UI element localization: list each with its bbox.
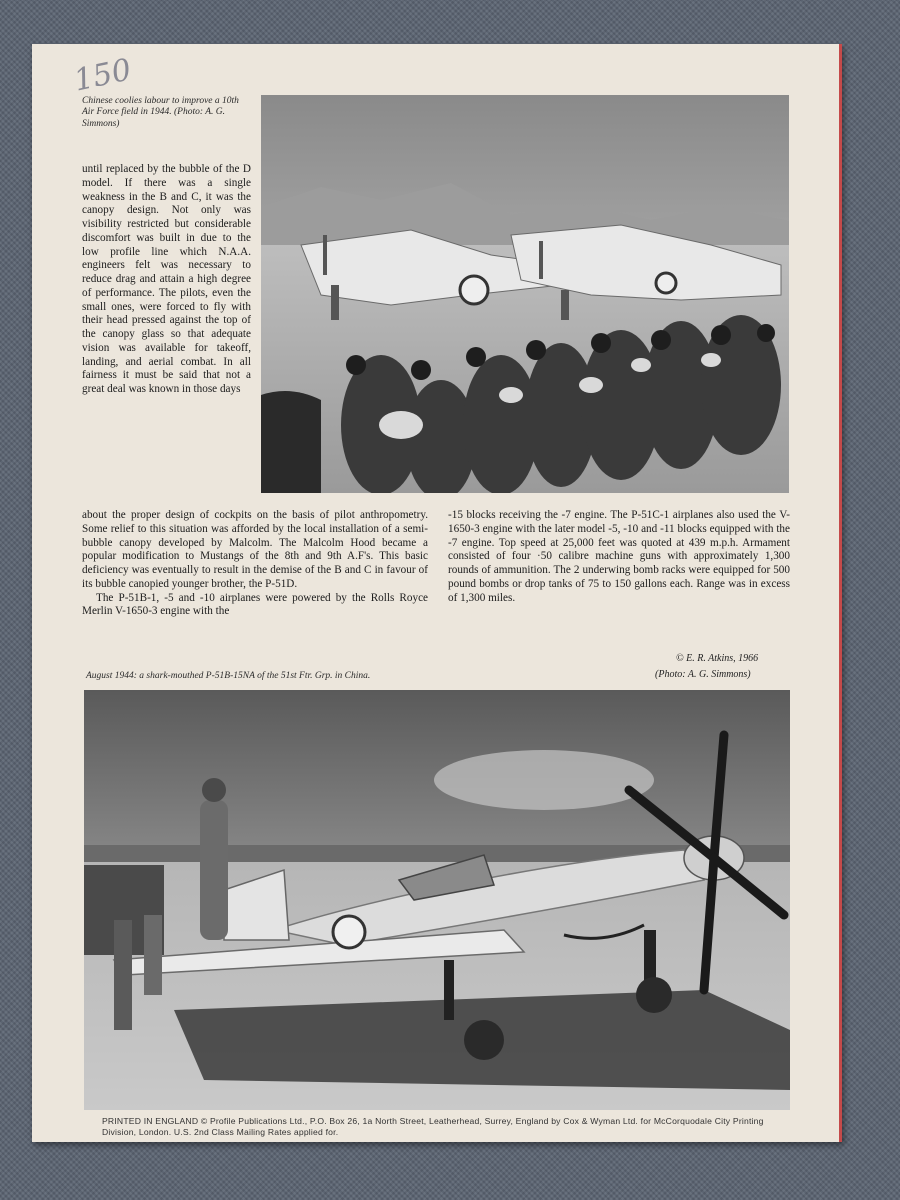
- bottom-photo: [84, 690, 790, 1110]
- photo-credit: (Photo: A. G. Simmons): [655, 669, 751, 680]
- printer-imprint-footer: PRINTED IN ENGLAND © Profile Publications Ltd., P.O. Box 26, 1a North Street, Leatherhead, Surrey, England by Cox & Wyman Ltd. for McCorquodale City Printing Division, London. U.S. 2nd Class Mailing Rates applied for.: [102, 1116, 764, 1137]
- top-photo: [261, 95, 789, 493]
- article-paragraph: about the proper design of cockpits on the basis of pilot anthropometry. Some relief to this situation was afforded by the local installation of a semi-bubble canopy developed by Malcolm. The Malcolm Hood became a popular modification to Mustangs of the 8th and 9th A.F's. This basic deficiency was eventually to result in the demise of the B and C in favour of its bubble canopied younger brother, the P-51D.: [82, 509, 428, 590]
- article-paragraph: The P-51B-1, -5 and -10 airplanes were powered by the Rolls Royce Merlin V-1650-3 engine with the: [82, 591, 428, 618]
- p51-mustang-image: [84, 690, 790, 1110]
- author-credit: © E. R. Atkins, 1966: [676, 653, 759, 664]
- bottom-photo-caption: August 1944: a shark-mouthed P-51B-15NA of the 51st Ftr. Grp. in China.: [86, 671, 371, 681]
- top-photo-caption: Chinese coolies labour to improve a 10th Air Force field in 1944. (Photo: A. G. Simmons): [82, 96, 239, 129]
- article-text-column-narrow: until replaced by the bubble of the D model. If there was a single weakness in the B and C, it was the canopy design. Not only was visibility restricted but considerable discomfort was built in due to the low profile line which N.A.A. engineers felt was necessary to reduce drag and attain a high degree of performance. The pilots, even the small ones, were forced to fly with their head pressed against the top of the canopy glass so that adequate vision was available for takeoff, landing, and aerial combat. In all fairness it must be said that not a great deal was known in those days: [82, 163, 251, 396]
- article-text-column-right: -15 blocks receiving the -7 engine. The P-51C-1 airplanes also used the V-1650-3 engine with the later model -5, -10 and -11 blocks equipped with the -7 engine. Top speed at 25,000 feet was quoted at 439 m.p.h. Armament consisted of four ·50 calibre machine guns with approximately 1,300 rounds of ammunition. The 2 underwing bomb racks were equipped for 500 pound bombs or drop tanks of 75 to 150 gallons each. Range was in excess of 1,300 miles.: [448, 509, 790, 604]
- article-text-column-wide: [82, 509, 428, 619]
- handwritten-note: 150: [70, 52, 135, 99]
- coolies-airfield-image: [261, 95, 789, 493]
